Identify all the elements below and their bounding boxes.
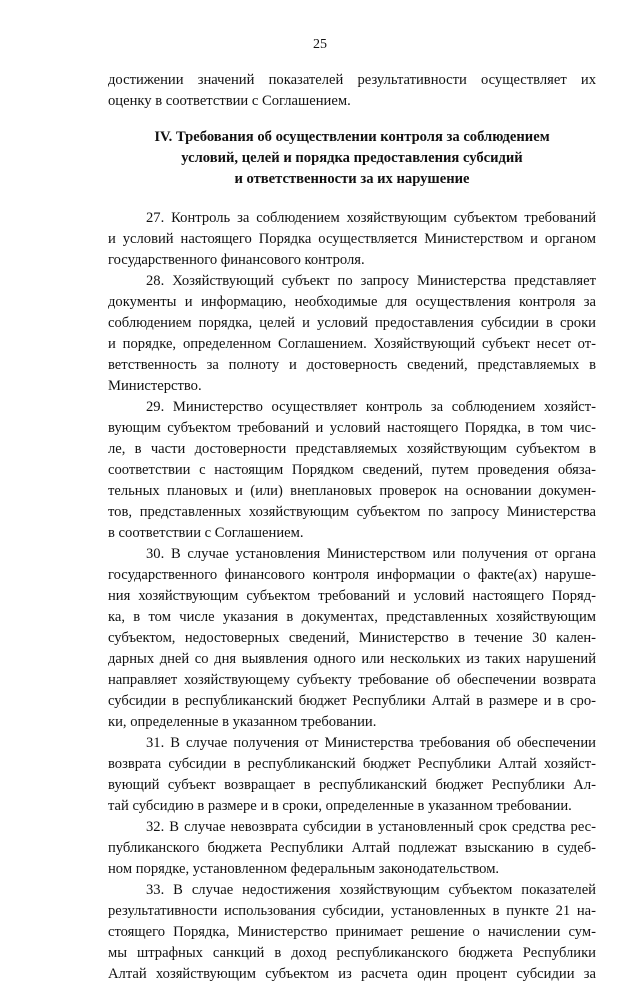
- text-line: 29. Министерство осуществляет контроль за соблюдением хозяйст-: [146, 399, 596, 415]
- text-line: возврата субсидии в республиканский бюджет Республики Алтай хозяйст-: [108, 756, 596, 772]
- paragraph-28: [108, 271, 596, 397]
- text-line: 32. В случае невозврата субсидии в установленный срок средства рес-: [146, 819, 596, 835]
- text-line: оценку в соответствии с Соглашением.: [108, 93, 351, 109]
- text-line: в соответствии с Соглашением.: [108, 525, 304, 541]
- text-line: документы и информацию, необходимые для осуществления контроля за: [108, 294, 596, 310]
- text-line: ветственность за полноту и достоверность сведений, представляемых в: [108, 357, 596, 373]
- document-body: [108, 70, 596, 985]
- page-number: 25: [313, 37, 327, 52]
- text-line: направляет хозяйствующему субъекту требование об обеспечении возврата: [108, 672, 596, 688]
- text-line: тай субсидию в размере и в сроки, определенные в указанном требовании.: [108, 798, 572, 814]
- text-line: мы штрафных санкций в доход республиканского бюджета Республики: [108, 945, 596, 961]
- text-line: дарных дней со дня выявления одного или нескольких из таких нарушений: [108, 651, 596, 667]
- paragraph-27: [108, 208, 596, 271]
- text-line: тов, представленных хозяйствующим субъектом по запросу Министерства: [108, 504, 596, 520]
- text-line: ка, в том числе указания в документах, представленных хозяйствующим: [108, 609, 596, 625]
- text-line: Алтай хозяйствующим субъектом из расчета один процент субсидии за: [108, 966, 596, 982]
- text-line: ном порядке, установленном федеральным законодательством.: [108, 861, 500, 877]
- intro-paragraph: [108, 70, 596, 112]
- heading-line: условий, целей и порядка предоставления субсидий: [181, 150, 523, 166]
- text-line: достижении значений показателей результативности осуществляет их: [108, 72, 596, 88]
- text-line: 27. Контроль за соблюдением хозяйствующим субъектом требований: [146, 210, 596, 226]
- text-line: ния хозяйствующим субъектом требований и условий настоящего Поряд-: [108, 588, 596, 604]
- text-line: и условий настоящего Порядка осуществляется Министерством и органом: [108, 231, 596, 247]
- paragraph-31: [108, 733, 596, 817]
- text-line: 33. В случае недостижения хозяйствующим субъектом показателей: [146, 882, 596, 898]
- text-line: 28. Хозяйствующий субъект по запросу Министерства представляет: [146, 273, 596, 289]
- text-line: 31. В случае получения от Министерства требования об обеспечении: [146, 735, 596, 751]
- text-line: ки, определенные в указанном требовании.: [108, 714, 377, 730]
- text-line: результативности использования субсидии, установленных в пункте 21 на-: [108, 903, 596, 919]
- text-line: ле, в части достоверности представляемых хозяйствующим субъектом в: [108, 441, 596, 457]
- text-line: субъектом, недостоверных сведений, Министерство в течение 30 кален-: [108, 630, 596, 646]
- text-line: соответствии с настоящим Порядком сведений, путем проведения обяза-: [108, 462, 596, 478]
- text-line: вующим субъектом требований и условий настоящего Порядка, в том чис-: [108, 420, 596, 436]
- paragraph-32: [108, 817, 596, 880]
- text-line: соблюдением порядка, целей и условий предоставления субсидии в сроки: [108, 315, 596, 331]
- heading-line: и ответственности за их нарушение: [234, 171, 470, 187]
- text-line: государственного финансового контроля.: [108, 252, 365, 268]
- paragraph-29: [108, 397, 596, 544]
- paragraph-30: [108, 544, 596, 733]
- text-line: 30. В случае установления Министерством или получения от органа: [146, 546, 596, 562]
- text-line: и порядке, определенном Соглашением. Хозяйствующий субъект несет от-: [108, 336, 596, 352]
- text-line: Министерство.: [108, 378, 202, 394]
- text-line: субсидии в республиканский бюджет Республики Алтай в размере и в сро-: [108, 693, 596, 709]
- text-line: тельных плановых и (или) внеплановых проверок на основании докумен-: [108, 483, 596, 499]
- text-line: стоящего Порядка, Министерство принимает решение о начислении сум-: [108, 924, 596, 940]
- heading-line: IV. Требования об осуществлении контроля за соблюдением: [154, 129, 550, 145]
- text-line: вующий субъект возвращает в республиканский бюджет Республики Ал-: [108, 777, 596, 793]
- paragraph-33: [108, 880, 596, 985]
- section-heading: [108, 127, 596, 190]
- text-line: государственного финансового контроля информации о факте(ах) наруше-: [108, 567, 596, 583]
- text-line: публиканского бюджета Республики Алтай подлежат взысканию в судеб-: [108, 840, 596, 856]
